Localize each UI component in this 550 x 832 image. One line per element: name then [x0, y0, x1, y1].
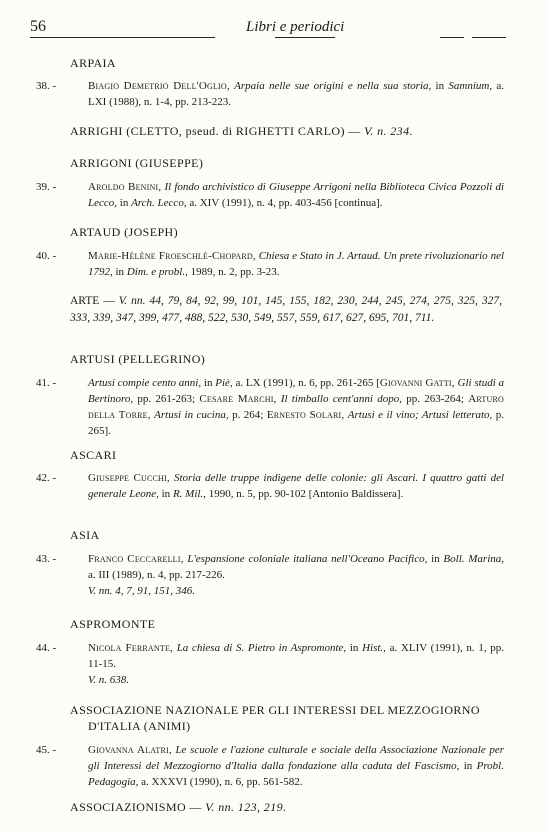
header-rule — [440, 37, 464, 38]
entry-author: Cesare Marchi, — [199, 393, 277, 405]
entry-text: Nicola Ferrante, La chiesa di S. Pietro in Aspromonte, in Hist., a. XLIV (1991), n. 1, pp. 11-15. — [88, 642, 504, 670]
entry-title: Arpaia nelle sue origini e nella sua storia, — [234, 80, 432, 92]
page-number: 56 — [30, 18, 46, 35]
entry-text: Marie-Hélène Froeschlé-Chopard, Chiesa e Stato in J. Artaud. Un prete rivoluzionario nel 1792, in Dim. e probl., 1989, n. 2, pp. 3-23. — [88, 250, 505, 278]
entry-author: Giuseppe Cucchi, — [88, 472, 170, 484]
entry-text: Franco Ceccarelli, L'espansione coloniale italiana nell'Oceano Pacifico, in Boll. Marina, a. III (1989), n. 4, pp. 217-226. — [88, 553, 505, 581]
entry-title: Artusi compie cento anni, — [88, 377, 202, 389]
header-rule — [30, 37, 215, 38]
section-heading: D'ITALIA (ANIMI) — [88, 719, 191, 733]
see-reference: V. nn. 4, 7, 91, 151, 346. — [88, 585, 196, 597]
entry-number: 38. - — [36, 80, 57, 92]
entry-title: Il timballo cent'anni dopo, — [280, 393, 402, 405]
section-heading: ARTUSI (PELLEGRINO) — [70, 352, 206, 366]
entry-author: Marie-Hélène Froeschlé-Chopard, — [88, 250, 256, 262]
entry-number: 41. - — [36, 377, 57, 389]
section-heading: ARTAUD (JOSEPH) — [70, 225, 178, 239]
section-heading: ARRIGHI (CLETTO, pseud. di RIGHETTI CARLO) — V. n. 234. — [70, 124, 413, 138]
entry-journal: R. Mil., — [172, 488, 206, 500]
entry-text: Biagio Demetrio Dell'Oglio, Arpaia nelle sue origini e nella sua storia, in Samnium, a. LXI (1988), n. 1-4, pp. 213-223. — [88, 80, 505, 108]
section-heading: ASPROMONTE — [70, 617, 156, 631]
entry-title: L'espansione coloniale italiana nell'Oceano Pacifico, — [187, 553, 428, 565]
entry-number: 44. - — [36, 642, 57, 654]
entry-journal: Dim. e probl., — [126, 266, 188, 278]
entry-title: Artusi e il vino; Artusi letterato, — [347, 409, 493, 421]
entry-journal: Arch. Lecco, — [131, 197, 187, 209]
entry-number: 42. - — [36, 472, 57, 484]
entry-title: Storia delle truppe indigene delle colonie: gli Ascari. I quattro gatti del generale Leone, — [88, 472, 505, 500]
entry-title: Il fondo archivistico di Giuseppe Arrigoni nella Biblioteca Civica Pozzoli di Lecco, — [88, 181, 504, 209]
entry-journal: Piè, — [215, 377, 233, 389]
entry-title: Le scuole e l'azione culturale e sociale della Associazione Nazionale per gli Interessi del Mezzogiorno d'Italia dalla fondazione alla caduta del Fascismo, — [88, 744, 504, 772]
section-heading: ASSOCIAZIONISMO — V. nn. 123, 219. — [70, 800, 287, 814]
section-heading: ARRIGONI (GIUSEPPE) — [70, 156, 204, 170]
header-rule — [275, 37, 335, 38]
section-heading: ASSOCIAZIONE NAZIONALE PER GLI INTERESSI DEL MEZZOGIORNO — [70, 703, 480, 717]
section-heading: ARPAIA — [70, 56, 116, 70]
entry-citation: a. XXXVI (1990), n. 6, pp. 561-582. — [141, 776, 303, 788]
entry-text: Giuseppe Cucchi, Storia delle truppe indigene delle colonie: gli Ascari. I quattro gatti del generale Leone, in R. Mil., 1990, n. 5, pp. 90-102 [Antonio Baldissera]. — [88, 472, 505, 500]
entry-number: 43. - — [36, 553, 57, 565]
see-reference: V. n. 638. — [88, 674, 130, 686]
entry-author: Ernesto Solari, — [266, 409, 345, 421]
entry-author: Franco Ceccarelli, — [88, 553, 184, 565]
section-heading: ASIA — [70, 528, 100, 542]
running-title: Libri e periodici — [246, 19, 345, 35]
section-heading: ARTE — — [70, 295, 115, 307]
entry-author: Nicola Ferrante, — [88, 642, 174, 654]
header-rule — [472, 37, 506, 38]
entry-citation: 1990, n. 5, pp. 90-102 [Antonio Baldissera]. — [208, 488, 404, 500]
entry-text: Aroldo Benini, Il fondo archivistico di Giuseppe Arrigoni nella Biblioteca Civica Pozzoli di Lecco, in Arch. Lecco, a. XIV (1991), n. 4, pp. 403-456 [continua]. — [88, 181, 504, 209]
see-reference: V. nn. 123, 219. — [205, 800, 287, 814]
entry-title: Artusi in cucina, — [154, 409, 229, 421]
entry-journal: Probl. Pedagogia, — [88, 760, 504, 788]
entry-author: Biagio Demetrio Dell'Oglio, — [88, 80, 230, 92]
entry-text: Giovanna Alatri, Le scuole e l'azione culturale e sociale della Associazione Nazionale per gli Interessi del Mezzogiorno d'Italia dalla fondazione alla caduta del Fascismo, in Probl. Pedagogia, a. XXXVI (1990), n. 6, pp. 561-582. — [88, 744, 504, 788]
entry-journal: Samnium, — [448, 80, 493, 92]
entry-citation: a. LX (1991), n. 6, pp. 261-265 [ — [235, 377, 380, 389]
entry-text: Artusi compie cento anni, in Piè, a. LX (1991), n. 6, pp. 261-265 [Giovanni Gatti, Gli studi a Bertinoro, pp. 261-263; Cesare Marchi, Il timballo cent'anni dopo, pp. 263-264; Arturo della Torre, Artusi in cucina, p. 264; Ernesto Solari, Artusi e il vino; Artusi letterato, p. 265]. — [88, 377, 505, 437]
entry-citation: a. III (1989), n. 4, pp. 217-226. — [88, 569, 225, 581]
entry-author: Giovanni Gatti, — [379, 377, 455, 389]
see-reference: V. n. 234. — [364, 124, 413, 138]
see-also-block — [70, 293, 502, 327]
entry-number: 40. - — [36, 250, 57, 262]
entry-journal: Boll. Marina, — [443, 553, 505, 565]
section-heading: ASCARI — [70, 448, 117, 462]
see-reference: V. nn. 44, 79, 84, 92, 99, 101, 145, 155, 182, 230, 244, 245, 274, 275, 325, 327, 333, 339, 347, 399, 477, 488, 522, 530, 549, 557, 559, 617, 627, 695, 701, 711. — [70, 295, 502, 324]
entry-citation: a. LXI (1988), n. 1-4, pp. 213-223. — [88, 80, 505, 108]
page-header — [30, 18, 506, 40]
entry-number: 39. - — [36, 181, 57, 193]
entry-citation: 1989, n. 2, pp. 3-23. — [190, 266, 280, 278]
entry-number: 45. - — [36, 744, 57, 756]
entry-title: La chiesa di S. Pietro in Aspromonte, — [176, 642, 347, 654]
entry-title: Gli studi a Bertinoro, — [88, 377, 505, 405]
entry-author: Aroldo Benini, — [88, 181, 162, 193]
entry-title: Chiesa e Stato in J. Artaud. Un prete rivoluzionario nel 1792, — [88, 250, 505, 278]
entry-citation: a. XLIV (1991), n. 1, pp. 11-15. — [88, 642, 504, 670]
entry-journal: Hist., — [362, 642, 386, 654]
entry-author: Giovanna Alatri, — [88, 744, 172, 756]
entry-author: Arturo della Torre, — [88, 393, 505, 421]
entry-citation: a. XIV (1991), n. 4, pp. 403-456 [continua]. — [189, 197, 383, 209]
